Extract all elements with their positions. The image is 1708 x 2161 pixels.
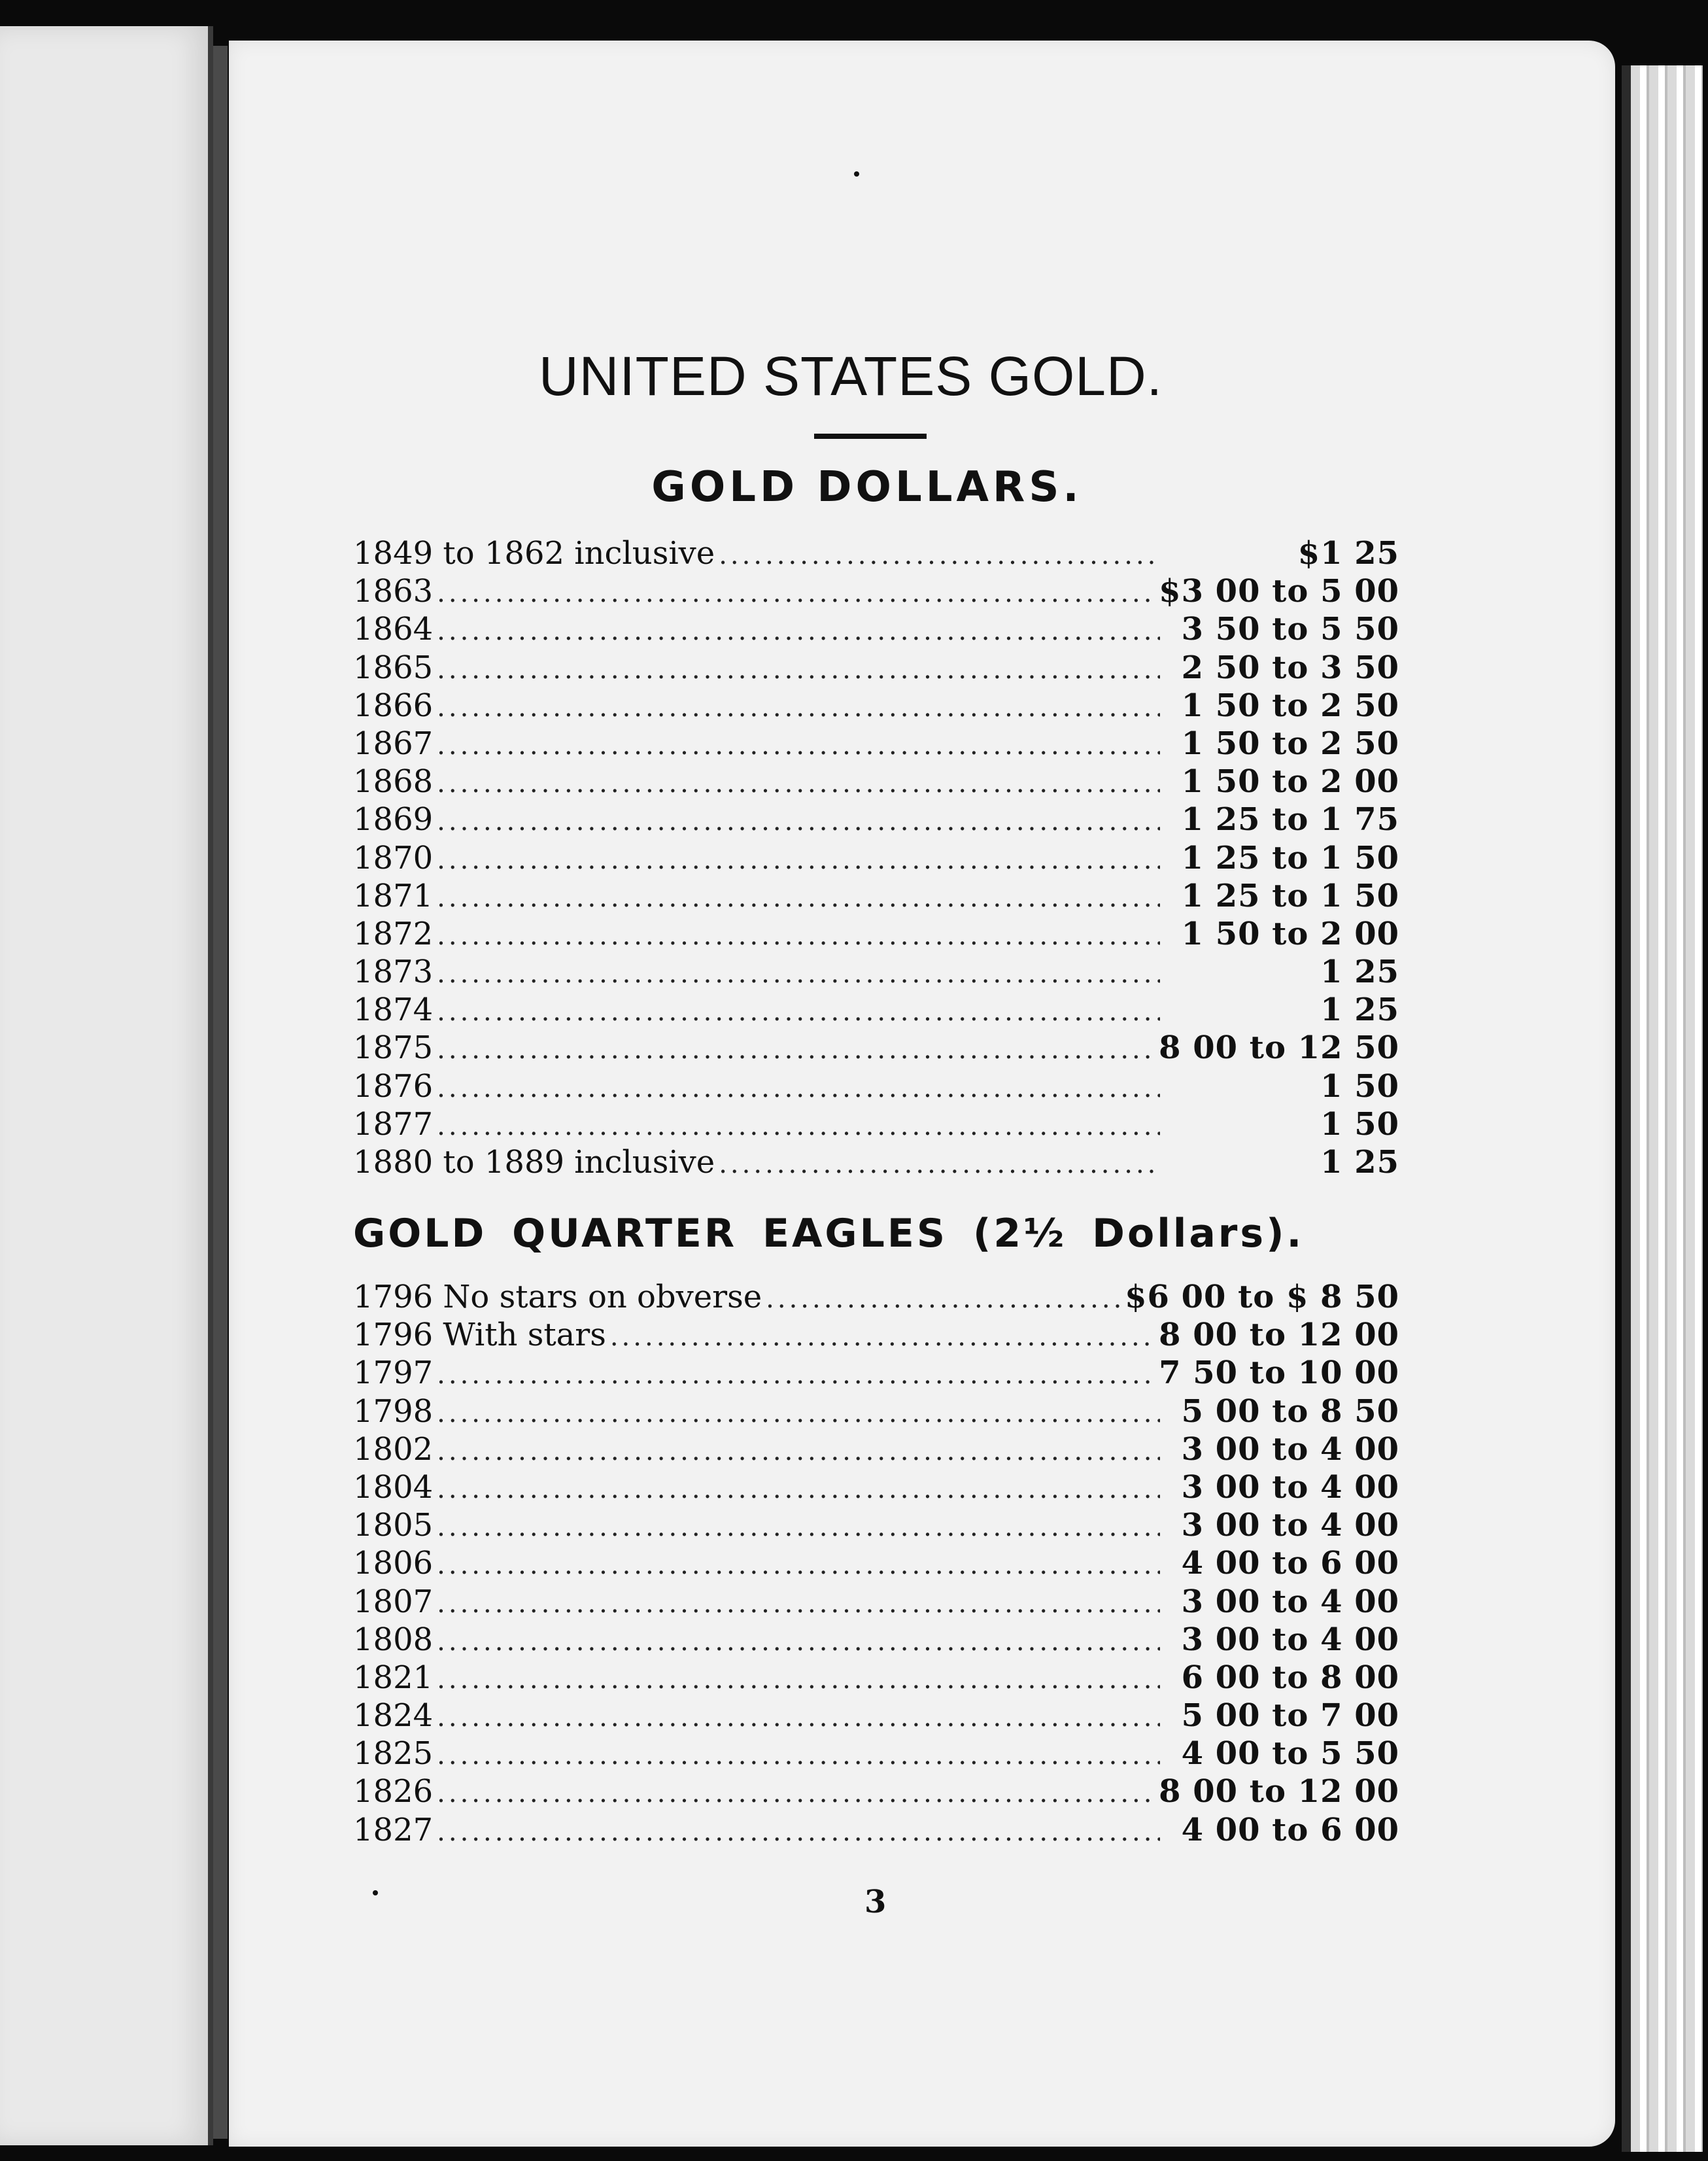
coin-price: 1 50 bbox=[1320, 1067, 1399, 1105]
price-row bbox=[353, 1812, 1399, 1850]
price-row bbox=[353, 1431, 1399, 1469]
price-row bbox=[353, 1469, 1399, 1507]
price-row bbox=[353, 992, 1399, 1029]
dot-leader bbox=[437, 806, 1160, 837]
coin-date: 1869 bbox=[353, 801, 434, 838]
coin-price: 1 50 to 2 50 bbox=[1181, 725, 1399, 762]
price-row bbox=[353, 1697, 1399, 1735]
price-row bbox=[353, 801, 1399, 839]
dot-leader bbox=[766, 1284, 1121, 1314]
price-row bbox=[353, 1317, 1399, 1355]
dot-leader bbox=[437, 1436, 1160, 1466]
coin-date: 1796 With stars bbox=[353, 1317, 606, 1354]
price-row bbox=[353, 1144, 1399, 1182]
price-row bbox=[353, 1279, 1399, 1317]
coin-date: 1796 No stars on obverse bbox=[353, 1279, 762, 1315]
coin-price: 1 25 to 1 50 bbox=[1181, 877, 1399, 914]
gold-dollars-list bbox=[353, 535, 1399, 1182]
coin-price: $3 00 to 5 00 bbox=[1159, 573, 1399, 610]
coin-date: 1863 bbox=[353, 573, 434, 610]
price-row bbox=[353, 1621, 1399, 1659]
dot-leader bbox=[437, 1512, 1160, 1542]
coin-price: 1 25 bbox=[1320, 992, 1399, 1029]
dot-leader bbox=[437, 845, 1160, 875]
coin-date: 1875 bbox=[353, 1029, 434, 1067]
coin-price: 8 00 to 12 00 bbox=[1159, 1317, 1399, 1354]
dot-leader bbox=[437, 616, 1160, 646]
coin-date: 1804 bbox=[353, 1468, 434, 1506]
dot-leader bbox=[437, 1073, 1160, 1103]
dot-leader bbox=[437, 1740, 1160, 1771]
dot-leader bbox=[437, 1360, 1155, 1390]
dot-leader bbox=[437, 693, 1160, 723]
coin-price: 3 00 to 4 00 bbox=[1181, 1621, 1399, 1658]
coin-date: 1802 bbox=[353, 1430, 434, 1468]
price-row bbox=[353, 1507, 1399, 1545]
dot-leader bbox=[719, 540, 1160, 570]
coin-date: 1876 bbox=[353, 1067, 434, 1105]
coin-date: 1798 bbox=[353, 1392, 434, 1430]
price-row bbox=[353, 1029, 1399, 1067]
coin-price: 3 00 to 4 00 bbox=[1181, 1430, 1399, 1468]
coin-date: 1806 bbox=[353, 1545, 434, 1582]
coin-price: 8 00 to 12 50 bbox=[1159, 1029, 1399, 1067]
coin-date: 1824 bbox=[353, 1697, 434, 1735]
coin-price: $1 25 bbox=[1297, 535, 1399, 572]
coin-price: $6 00 to $ 8 50 bbox=[1125, 1279, 1399, 1315]
coin-price: 3 00 to 4 00 bbox=[1181, 1583, 1399, 1620]
price-row bbox=[353, 725, 1399, 763]
coin-price: 1 50 to 2 00 bbox=[1181, 915, 1399, 952]
coin-date: 1877 bbox=[353, 1105, 434, 1143]
coin-price: 6 00 to 8 00 bbox=[1181, 1659, 1399, 1696]
dot-leader bbox=[437, 1703, 1160, 1733]
price-row bbox=[353, 878, 1399, 916]
price-row bbox=[353, 1068, 1399, 1106]
dot-leader bbox=[437, 1550, 1160, 1580]
coin-price: 8 00 to 12 00 bbox=[1159, 1773, 1399, 1810]
coin-date: 1872 bbox=[353, 915, 434, 952]
price-row bbox=[353, 1355, 1399, 1392]
coin-price: 3 00 to 4 00 bbox=[1181, 1468, 1399, 1506]
ink-speck bbox=[373, 1890, 378, 1895]
coin-price: 1 50 to 2 50 bbox=[1181, 687, 1399, 724]
dot-leader bbox=[437, 1627, 1160, 1657]
title-rule bbox=[814, 434, 927, 439]
price-row bbox=[353, 535, 1399, 573]
coin-date: 1866 bbox=[353, 687, 434, 724]
dot-leader bbox=[437, 1398, 1160, 1428]
coin-date: 1808 bbox=[353, 1621, 434, 1658]
price-row bbox=[353, 1659, 1399, 1697]
price-row bbox=[353, 1106, 1399, 1144]
dot-leader bbox=[437, 1111, 1160, 1141]
price-row bbox=[353, 1393, 1399, 1431]
price-row bbox=[353, 687, 1399, 725]
coin-date: 1807 bbox=[353, 1583, 434, 1620]
dot-leader bbox=[437, 769, 1160, 799]
price-row bbox=[353, 763, 1399, 801]
dot-leader bbox=[437, 959, 1160, 989]
dot-leader bbox=[437, 1589, 1160, 1619]
coin-price: 1 25 bbox=[1320, 1144, 1399, 1181]
dot-leader bbox=[437, 1035, 1155, 1065]
gold-dollars-heading: GOLD DOLLARS. bbox=[651, 463, 1083, 511]
ink-speck bbox=[854, 171, 859, 177]
coin-price: 1 50 to 2 00 bbox=[1181, 763, 1399, 801]
quarter-eagles-list bbox=[353, 1279, 1399, 1850]
coin-date: 1874 bbox=[353, 992, 434, 1029]
coin-price: 2 50 to 3 50 bbox=[1181, 649, 1399, 686]
coin-price: 1 25 to 1 50 bbox=[1181, 839, 1399, 876]
dot-leader bbox=[437, 1817, 1160, 1847]
coin-price: 3 00 to 4 00 bbox=[1181, 1507, 1399, 1544]
price-row bbox=[353, 954, 1399, 992]
dot-leader bbox=[610, 1322, 1155, 1352]
coin-price: 7 50 to 10 00 bbox=[1159, 1355, 1399, 1392]
coin-date: 1797 bbox=[353, 1355, 434, 1392]
dot-leader bbox=[437, 1474, 1160, 1504]
coin-date: 1864 bbox=[353, 611, 434, 648]
coin-date: 1825 bbox=[353, 1735, 434, 1772]
coin-date: 1880 to 1889 inclusive bbox=[353, 1144, 715, 1181]
coin-date: 1873 bbox=[353, 954, 434, 991]
coin-date: 1871 bbox=[353, 877, 434, 914]
dot-leader bbox=[437, 731, 1160, 761]
dot-leader bbox=[437, 655, 1160, 685]
price-row bbox=[353, 1735, 1399, 1773]
coin-date: 1865 bbox=[353, 649, 434, 686]
coin-date: 1826 bbox=[353, 1773, 434, 1810]
dot-leader bbox=[719, 1149, 1160, 1179]
coin-price: 4 00 to 6 00 bbox=[1181, 1811, 1399, 1848]
price-row bbox=[353, 1545, 1399, 1583]
dot-leader bbox=[437, 883, 1160, 913]
dot-leader bbox=[437, 921, 1160, 951]
price-row bbox=[353, 1583, 1399, 1621]
page-title: UNITED STATES GOLD. bbox=[539, 345, 1163, 407]
price-row bbox=[353, 573, 1399, 611]
coin-price: 3 50 to 5 50 bbox=[1181, 611, 1399, 648]
price-row bbox=[353, 611, 1399, 649]
coin-date: 1827 bbox=[353, 1811, 434, 1848]
price-row bbox=[353, 1773, 1399, 1811]
page-number: 3 bbox=[864, 1884, 887, 1920]
price-row bbox=[353, 916, 1399, 954]
quarter-eagles-heading: GOLD QUARTER EAGLES (2½ Dollars). bbox=[353, 1211, 1305, 1256]
coin-price: 4 00 to 6 00 bbox=[1181, 1545, 1399, 1582]
coin-date: 1805 bbox=[353, 1507, 434, 1544]
coin-price: 1 25 to 1 75 bbox=[1181, 801, 1399, 838]
coin-date: 1849 to 1862 inclusive bbox=[353, 535, 715, 572]
coin-price: 5 00 to 7 00 bbox=[1181, 1697, 1399, 1735]
price-row bbox=[353, 840, 1399, 878]
dot-leader bbox=[437, 1665, 1160, 1695]
coin-date: 1821 bbox=[353, 1659, 434, 1696]
coin-date: 1868 bbox=[353, 763, 434, 801]
dot-leader bbox=[437, 1778, 1155, 1808]
coin-price: 1 50 bbox=[1320, 1105, 1399, 1143]
dot-leader bbox=[437, 578, 1155, 608]
coin-price: 5 00 to 8 50 bbox=[1181, 1392, 1399, 1430]
price-row bbox=[353, 649, 1399, 687]
coin-date: 1867 bbox=[353, 725, 434, 762]
coin-price: 1 25 bbox=[1320, 954, 1399, 991]
coin-date: 1870 bbox=[353, 839, 434, 876]
dot-leader bbox=[437, 997, 1160, 1027]
coin-price: 4 00 to 5 50 bbox=[1181, 1735, 1399, 1772]
